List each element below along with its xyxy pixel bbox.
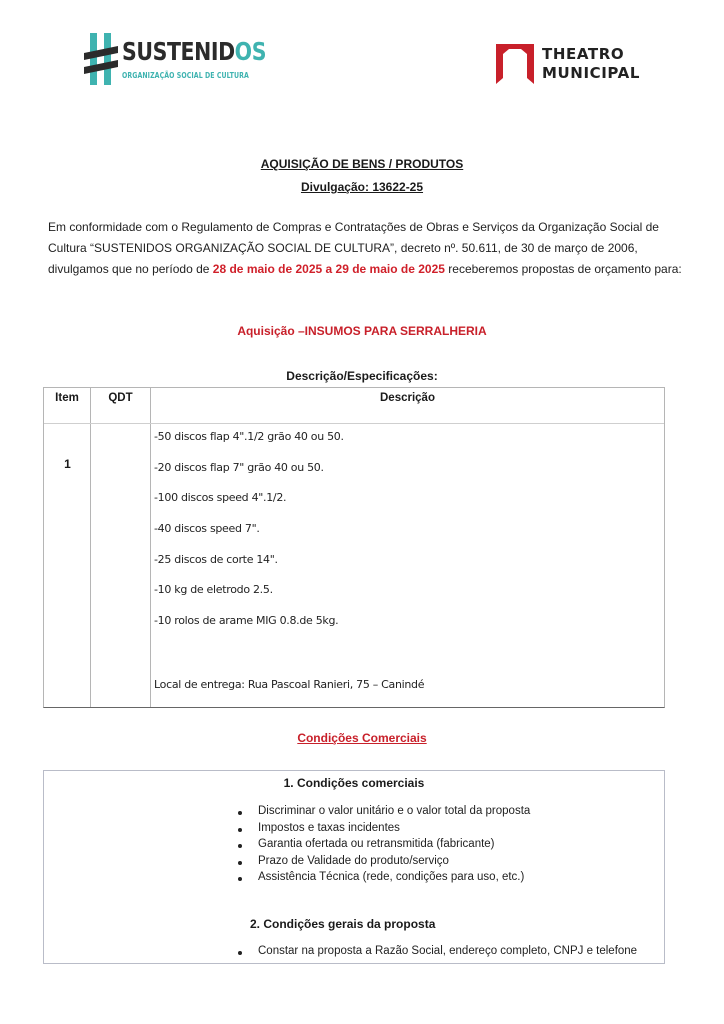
municipal-text: MUNICIPAL (542, 64, 641, 82)
acquisition-title: Aquisição –INSUMOS PARA SERRALHERIA (237, 324, 487, 338)
condition-item: Impostos e taxas incidentes (236, 822, 530, 839)
header-descricao: Descrição (380, 392, 435, 404)
items-table (43, 387, 665, 708)
section2-title: 2. Condições gerais da proposta (250, 917, 436, 931)
column-divider (90, 388, 91, 707)
item-description-list (154, 430, 344, 645)
intro-text-start: Em conformidade com o Regulamento de Compras e Contratações de Obras e Serviços da Organização Social de Cultura “SUSTENIDOS ORGANIZAÇÃO SOCIAL DE CULTURA”, decreto nº. 50.611, de 30 de março de 2006, divulgamos que no período de (48, 220, 659, 276)
condition-item: Constar na proposta a Razão Social, endereço completo, CNPJ e telefone (236, 945, 637, 962)
description-heading: Descrição/Especificações: (286, 369, 438, 383)
column-divider (150, 388, 151, 707)
description-line: -10 rolos de arame MIG 0.8.de 5kg. (154, 614, 339, 628)
description-line: -20 discos flap 7" grão 40 ou 50. (154, 460, 324, 474)
hash-logo-icon (84, 33, 118, 85)
conditions-heading: Condições Comerciais (297, 731, 427, 745)
condition-item: Assistência Técnica (rede, condições para uso, etc.) (236, 871, 530, 888)
condition-item: Garantia ofertada ou retransmitida (fabricante) (236, 838, 530, 855)
description-line: -100 discos speed 4".1/2. (154, 491, 287, 505)
description-line: -40 discos speed 7". (154, 522, 260, 536)
divulgacao-number: Divulgação: 13622-25 (300, 180, 424, 194)
delivery-location: Local de entrega: Rua Pascoal Ranieri, 75 – Canindé (154, 678, 425, 691)
intro-text-end: receberemos propostas de orçamento para: (444, 262, 682, 276)
item-number: 1 (64, 457, 71, 471)
section1-title: 1. Condições comerciais (283, 776, 425, 790)
header-item: Item (55, 392, 79, 404)
arch-logo-icon (496, 44, 534, 84)
header-row-divider (44, 423, 664, 424)
description-line: -50 discos flap 4".1/2 grão 40 ou 50. (154, 430, 344, 443)
condition-item: Discriminar o valor unitário e o valor total da proposta (236, 805, 530, 822)
theatro-text: THEATRO (542, 45, 625, 63)
description-line: -25 discos de corte 14". (154, 552, 278, 566)
sustenidos-logo (84, 33, 267, 89)
theatro-municipal-logo (496, 44, 666, 88)
intro-paragraph (48, 217, 688, 280)
sustenidos-subtitle: ORGANIZAÇÃO SOCIAL DE CULTURA (122, 71, 249, 80)
conditions-box (43, 770, 665, 964)
description-line: -10 kg de eletrodo 2.5. (154, 583, 273, 597)
page-title: AQUISIÇÃO DE BENS / PRODUTOS (260, 157, 464, 171)
header-qdt: QDT (108, 392, 133, 404)
condition-item: Prazo de Validade do produto/serviço (236, 855, 530, 872)
section1-list (236, 805, 530, 888)
period-dates: 28 de maio de 2025 a 29 de maio de 2025 (212, 262, 445, 276)
sustenidos-wordmark: SUSTENIDOS (122, 37, 267, 66)
section2-list (236, 945, 637, 962)
